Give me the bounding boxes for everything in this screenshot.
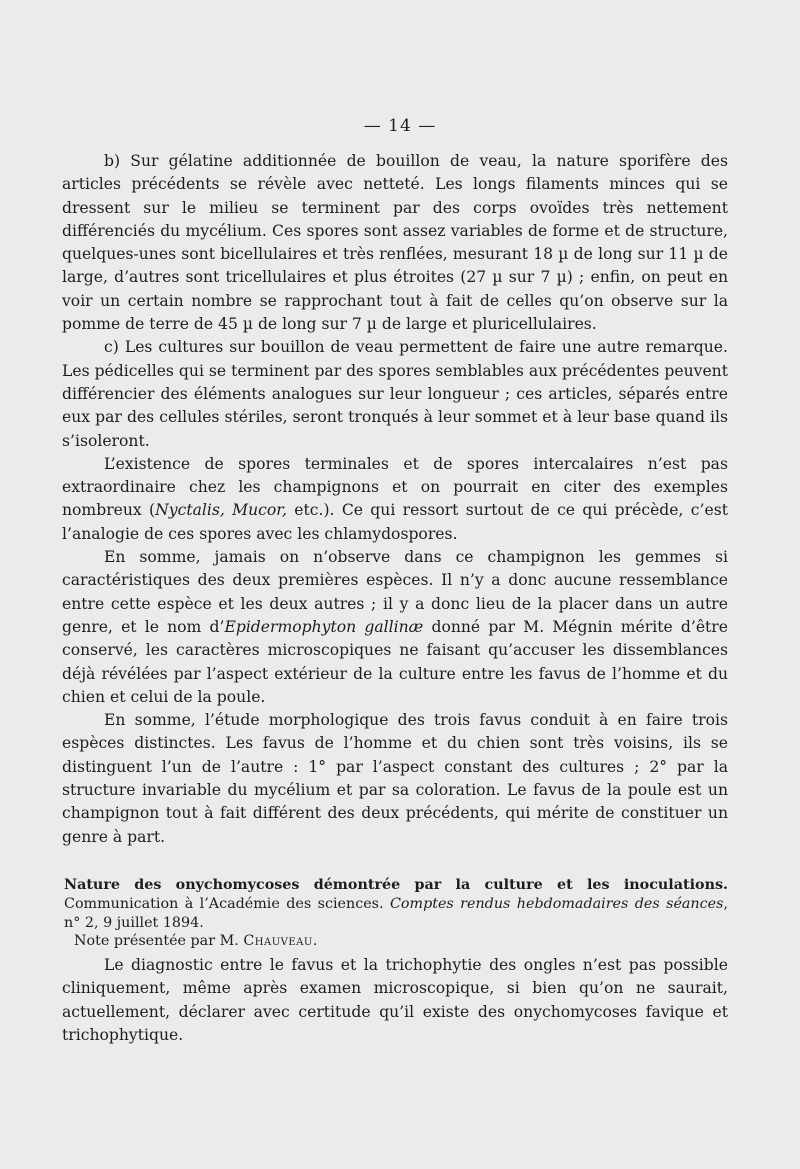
genus-examples: Nyctalis, Mucor, [155,501,287,520]
paragraph-diagnostic: Le diagnostic entre le favus et la trichophytie des ongles n’est pas possible cliniquement, même après examen microscopique, si bien qu’on ne saurait, actuellement, déclarer avec certitude qu’il existe des onychomycoses favique et trichophytique. [62,956,728,1044]
paragraph-spores-part2: etc.). Ce qui ressort surtout de ce qui précède, c’est l’analogie de ces spores avec les chlamydospores. [62,501,728,543]
paragraph-spores [62,453,728,546]
paragraph-bouillon: c) Les cultures sur bouillon de veau permettent de faire une autre remarque. Les pédicelles qui se terminent par des spores semblables aux précédentes peuvent différencier des éléments analogues sur leur longueur ; ces articles, séparés entre eux par des cellules stériles, seront tronqués à leur sommet et à leur base quand ils s’isoleront. [62,338,728,450]
species-name: Epidermophyton gallinæ [224,617,424,636]
citation-note-prefix: Note présentée par M. [74,933,244,950]
citation-note [64,932,728,951]
paragraph-somme-2: En somme, l’étude morphologique des trois favus conduit à en faire trois espèces distinctes. Les favus de l’homme et du chien sont très voisins, ils se distinguent l’un de l’autre : 1° par l’aspect constant des cultures ; 2° par la structure invariable du mycélium et par sa coloration. Le favus de la poule est un champignon tout à fait différent des deux précédents, qui mérite de constituer un genre à part. [62,711,728,846]
paragraph-gelatine: b) Sur gélatine additionnée de bouillon de veau, la nature sporifère des articles précédents se révèle avec netteté. Les longs filaments minces qui se dressent sur le milieu se terminent par des corps ovoïdes très nettement différenciés du mycélium. Ces spores sont assez variables de forme et de structure, quelques-unes sont bicellulaires et très renflées, mesurant 18 µ de long sur 11 µ de large, d’autres sont tricellulaires et plus étroites (27 µ sur 7 µ) ; enfin, on peut en voir un certain nombre se rapprochant tout à fait de celles qu’on observe sur la pomme de terre de 45 µ de long sur 7 µ de large et pluricellulaires. [62,152,728,334]
paragraph-somme-1-part1: En somme, jamais on n’observe dans ce champignon les gemmes si caractéristiques des deux premières espèces. Il n’y a donc aucune ressemblance entre cette espèce et les deux autres ; il y a donc lieu de la placer dans un autre genre, et le nom d’ [62,548,728,636]
page-number: — 14 — [363,116,437,136]
citation-line [64,876,728,932]
citation-text: Communication à l’Académie des sciences. [64,895,390,912]
paragraph-spores-part1: L’existence de spores terminales et de spores intercalaires n’est pas extraordinaire chez les champignons et on pourrait en citer des exemples nombreux ( [62,454,728,520]
citation-journal: Comptes rendus hebdomadaires des séances [389,895,724,912]
citation-block [64,876,728,951]
paragraph-somme-1 [62,546,728,709]
main-text [62,150,728,849]
paragraph-somme-1-part2: donné par M. Mégnin mérite d’être conservé, les caractères microscopiques ne faisant qu’accuser les dissemblances déjà révélées par l’aspect extérieur de la culture entre les favus de l’homme et du chien et celui de la poule. [62,617,728,706]
citation-note-suffix: . [312,933,318,950]
citation-issue: , n° 2, 9 juillet 1894. [64,895,728,931]
citation-title: Nature des onychomycoses démontrée par la culture et les inoculations. [64,877,728,893]
citation-note-author: Chauveau [243,933,313,950]
lower-text [62,954,728,1047]
